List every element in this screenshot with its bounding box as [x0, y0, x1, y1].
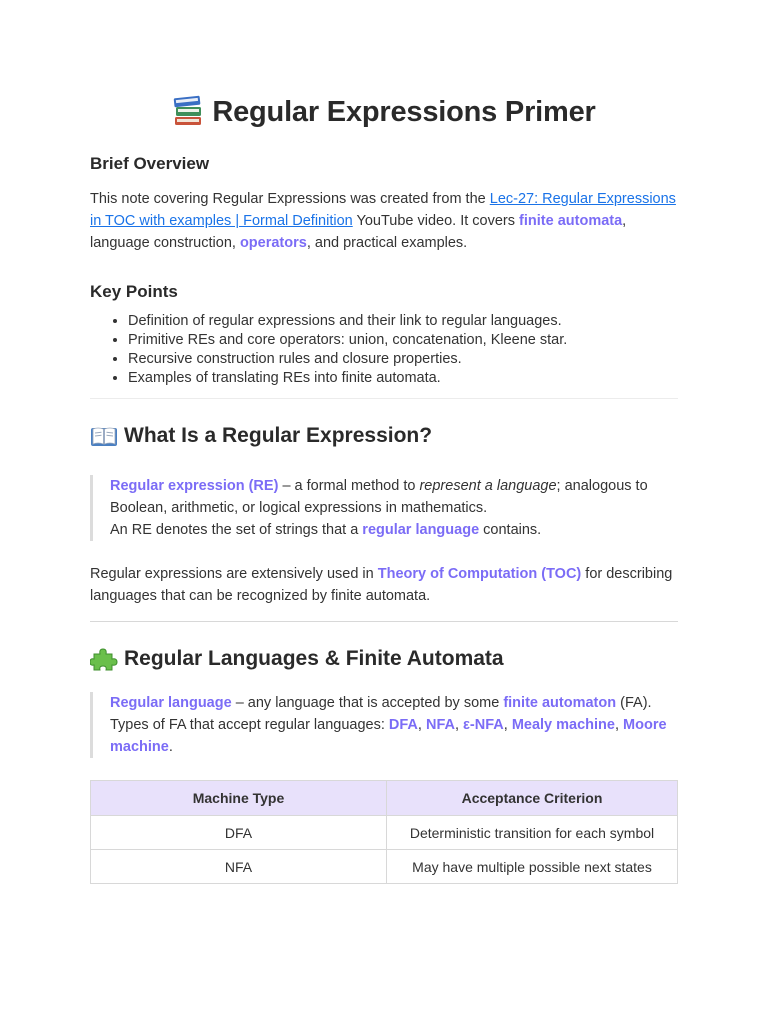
overview-text: , and practical examples.: [306, 235, 468, 251]
quote-text: An RE denotes the set of strings that a: [110, 522, 363, 538]
list-item: • Definition of regular expressions and their link to regular languages.: [128, 312, 678, 331]
brief-overview-heading: Brief Overview: [90, 154, 210, 173]
highlight-moore-machine: Moore machine: [110, 717, 667, 755]
paragraph-text: for describing languages that can be recognized by finite automata.: [90, 566, 673, 604]
separator: ,: [417, 717, 426, 733]
column-header: Acceptance Criterion: [387, 781, 678, 816]
highlight-regular-language: regular language: [362, 522, 480, 538]
quote-text: ; analogous to Boolean, arithmetic, or logical expressions in mathematics.: [110, 478, 648, 516]
table-cell: DFA: [91, 816, 387, 850]
quote-text: contains.: [479, 522, 542, 538]
books-icon: [172, 93, 204, 127]
overview-text: , language construction,: [90, 213, 627, 251]
definition-quote: [90, 692, 678, 758]
note-content: [90, 92, 678, 884]
table-row: [91, 850, 678, 884]
highlight-finite-automaton: finite automaton: [503, 695, 617, 711]
list-item: • Primitive REs and core operators: union, concatenation, Kleene star.: [128, 331, 678, 350]
separator: ,: [454, 717, 464, 733]
table-row: [91, 816, 678, 850]
separator: ,: [614, 717, 624, 733]
column-header: Machine Type: [91, 781, 387, 816]
list-item: • Examples of translating REs into finite automata.: [128, 369, 678, 388]
overview-paragraph: [90, 188, 678, 254]
highlight-dfa: DFA: [388, 717, 418, 733]
highlight-toc: Theory of Computation (TOC): [377, 566, 582, 582]
quote-line: [110, 519, 678, 541]
highlight-mealy-machine: Mealy machine: [511, 717, 615, 733]
highlight-regular-expression: Regular expression (RE): [110, 478, 279, 494]
paragraph-text: Regular expressions are extensively used in: [90, 566, 378, 582]
overview-text: YouTube video. It covers: [352, 213, 520, 229]
list-item: • Recursive construction rules and closure properties.: [128, 350, 678, 369]
quote-text: (FA).: [616, 695, 652, 711]
separator: .: [168, 739, 173, 755]
puzzle-piece-icon: [90, 646, 118, 672]
quote-line: [110, 692, 678, 714]
table-cell: NFA: [91, 850, 387, 884]
emphasis-text: represent a language: [419, 478, 557, 494]
table-header-row: [91, 781, 678, 816]
highlight-enfa: ε-NFA: [463, 717, 504, 733]
machine-types-table: [90, 780, 678, 884]
highlight-regular-language: Regular language: [110, 695, 232, 711]
table-cell: Deterministic transition for each symbol: [387, 816, 678, 850]
open-book-icon: [90, 423, 118, 449]
section-heading-text: Regular Languages & Finite Automata: [124, 647, 504, 670]
key-points-list: [90, 312, 678, 388]
key-points-heading: Key Points: [90, 282, 178, 301]
divider: [90, 621, 678, 622]
highlight-nfa: NFA: [425, 717, 455, 733]
usage-paragraph: [90, 563, 678, 607]
quote-text: Types of FA that accept regular languages:: [110, 717, 389, 733]
quote-line: [110, 475, 678, 519]
page-title-text: Regular Expressions Primer: [212, 96, 596, 128]
section-heading-text: What Is a Regular Expression?: [124, 424, 433, 447]
highlight-finite-automata: finite automata: [519, 213, 623, 229]
overview-text: This note covering Regular Expressions was created from the: [90, 191, 490, 207]
highlight-operators: operators: [239, 235, 307, 251]
quote-text: – a formal method to: [278, 478, 420, 494]
quote-line: [110, 714, 678, 758]
definition-quote: [90, 475, 678, 541]
section-heading-regular-languages: [90, 644, 678, 674]
video-link[interactable]: Lec-27: Regular Expressions in TOC with examples | Formal Definition: [90, 191, 676, 229]
page-title: [90, 92, 678, 132]
separator: ,: [503, 717, 512, 733]
table-cell: May have multiple possible next states: [387, 850, 678, 884]
section-heading-regular-expression: [90, 421, 678, 451]
divider: [90, 398, 678, 399]
quote-text: – any language that is accepted by some: [231, 695, 504, 711]
